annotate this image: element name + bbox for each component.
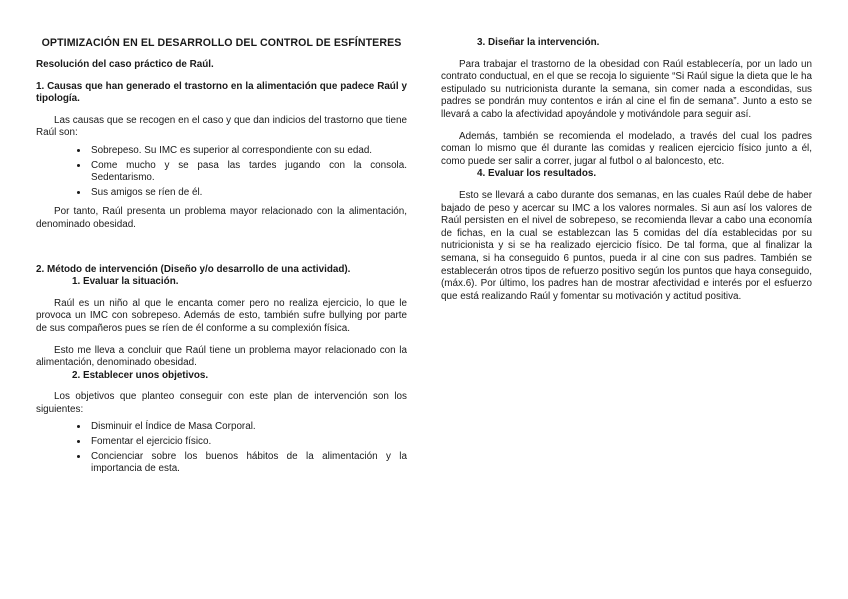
list-item: • Disminuir el Índice de Masa Corporal. [89,421,407,434]
step1-heading: 1. Evaluar la situación. [72,276,179,288]
step2-bullet-list [36,421,407,475]
step1-paragraph-1: Raúl es un niño al que le encanta comer pero no realiza ejercicio, lo que le provoca un IMC con sobrepeso. Además de esto, también sufre bullying por parte de sus compañeros pues se ríen de él conforme a su complexión física. [36,297,407,334]
step1-paragraph-2: Esto me lleva a concluir que Raúl tiene un problema mayor relacionado con la alimentación, denominado obesidad. [36,344,407,369]
step3-paragraph-2: Además, también se recomienda el modelado, a través del cual los padres coman lo mismo que él durante las comidas y realicen ejercicio físico junto a él, como puede ser salir a correr, jugar al futbol o al baloncesto, etc. [441,130,812,167]
section2-heading: 2. Método de intervención (Diseño y/o desarrollo de una actividad). [36,263,351,275]
section1-conclusion: Por tanto, Raúl presenta un problema mayor relacionado con la alimentación, denominado obesidad. [36,206,407,230]
list-item: • Fomentar el ejercicio físico. [89,436,407,449]
step2-intro: Los objetivos que planteo conseguir con este plan de intervención son los siguientes: [36,391,407,415]
right-column [441,37,812,303]
section1-bullet-list [36,145,407,199]
step4-heading: 4. Evaluar los resultados. [477,168,597,180]
list-item: • Come mucho y se pasa las tardes jugando con la consola. Sedentarismo. [89,160,407,185]
list-item: • Sobrepeso. Su IMC es superior al correspondiente con su edad. [89,145,407,158]
step4-paragraph-1: Esto se llevará a cabo durante dos semanas, en las cuales Raúl debe de haber bajado de peso y acercar su IMC a los valores normales. Si aun así los valores de Raúl persisten en el nivel de sobrepeso, se recomienda llevar a cabo una economía de fichas, en la cual se establezcan las 5 comidas del día establecidas por su nutricionista y si se ha realizado ejercicio físico. De tal forma, que al finalizar la semana, si ha conseguido 6 puntos, pueda ir al cine con sus padres. También se establecerán otros tipos de refuerzo positivo según los puntos que haya conseguido, (máx.6). Por último, los padres han de mostrar afectividad e interés por el esfuerzo que está realizando Raúl y fomentar su motivación y actitud positiva. [441,189,812,302]
step2-heading: 2. Establecer unos objetivos. [72,369,209,381]
step3-heading: 3. Diseñar la intervención. [477,37,600,48]
list-item: • Concienciar sobre los buenos hábitos de la alimentación y la importancia de esta. [89,451,407,476]
list-item: • Sus amigos se ríen de él. [89,187,407,200]
section1-intro: Las causas que se recogen en el caso y que dan indicios del trastorno que tiene Raúl son: [36,114,407,139]
left-column [36,37,407,478]
step3-paragraph-1: Para trabajar el trastorno de la obesidad con Raúl establecería, por un lado un contrato conductual, en el que se recoja lo siguiente “Si Raúl sigue la dieta que le ha estipulado su nutricionista durante la semana, sin comer nada a escondidas, sus padres se pondrán muy contentos e irán al cine el fin de semana”. Junto a esto se llevará a cabo la afectividad apoyándole y motivándole para seguir así. [441,58,812,120]
section1-heading: 1. Causas que han generado el trastorno en la alimentación que padece Raúl y tipología. [36,80,407,105]
document-title: OPTIMIZACIÓN EN EL DESARROLLO DEL CONTROL DE ESFÍNTERES [41,37,402,49]
document-subtitle: Resolución del caso práctico de Raúl. [36,59,214,70]
